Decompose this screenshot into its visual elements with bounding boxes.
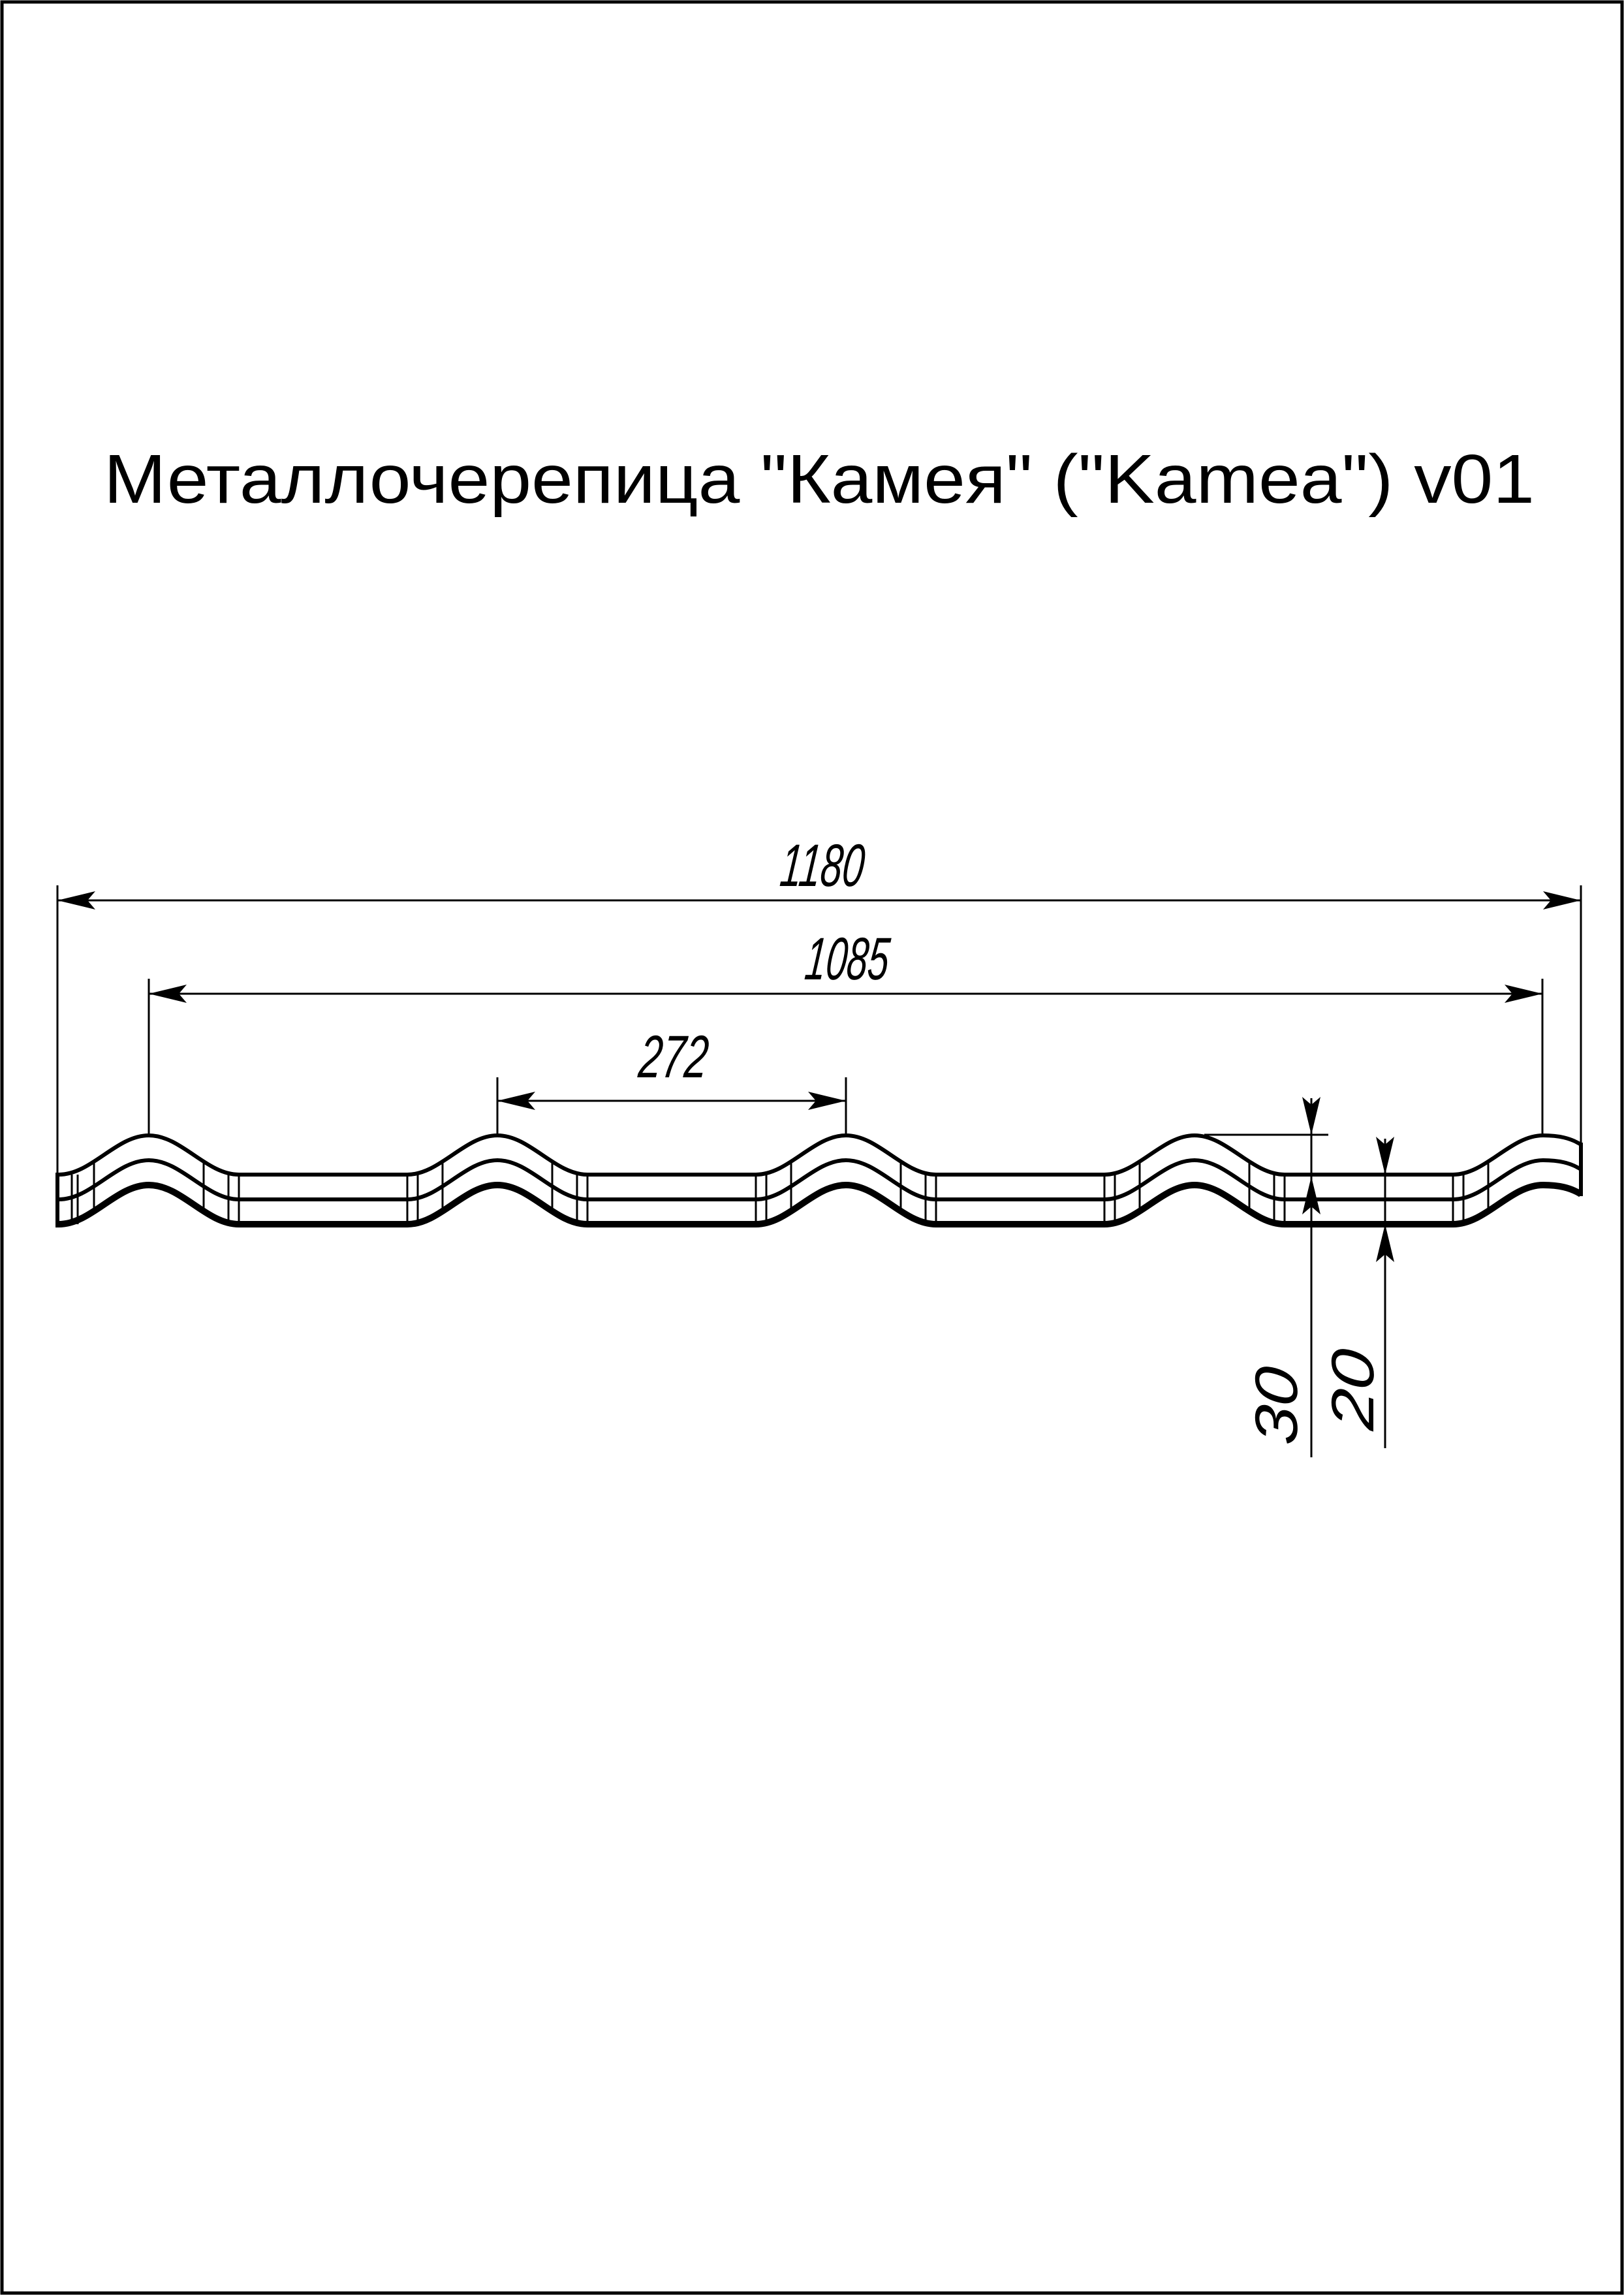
dim-label-useful-width: 1085 (802, 925, 943, 992)
dim-profile-height (1242, 1097, 1320, 1457)
dim-wave-pitch (497, 1022, 846, 1110)
page-title: Металлочерепица "Камея" ("Kamea") v01 (104, 441, 1535, 518)
dim-label-profile-height: 30 (1242, 1373, 1310, 1448)
dim-overall-width (57, 831, 1581, 910)
dim-step-height (1319, 1137, 1394, 1448)
dim-useful-width (149, 925, 1542, 1003)
wave-bottom-curve (57, 1185, 1581, 1224)
tile-profile (57, 1135, 1581, 1227)
dim-label-overall-width: 1180 (777, 831, 914, 899)
dim-label-step-height: 20 (1319, 1358, 1386, 1433)
dim-label-wave-pitch: 272 (636, 1022, 743, 1090)
